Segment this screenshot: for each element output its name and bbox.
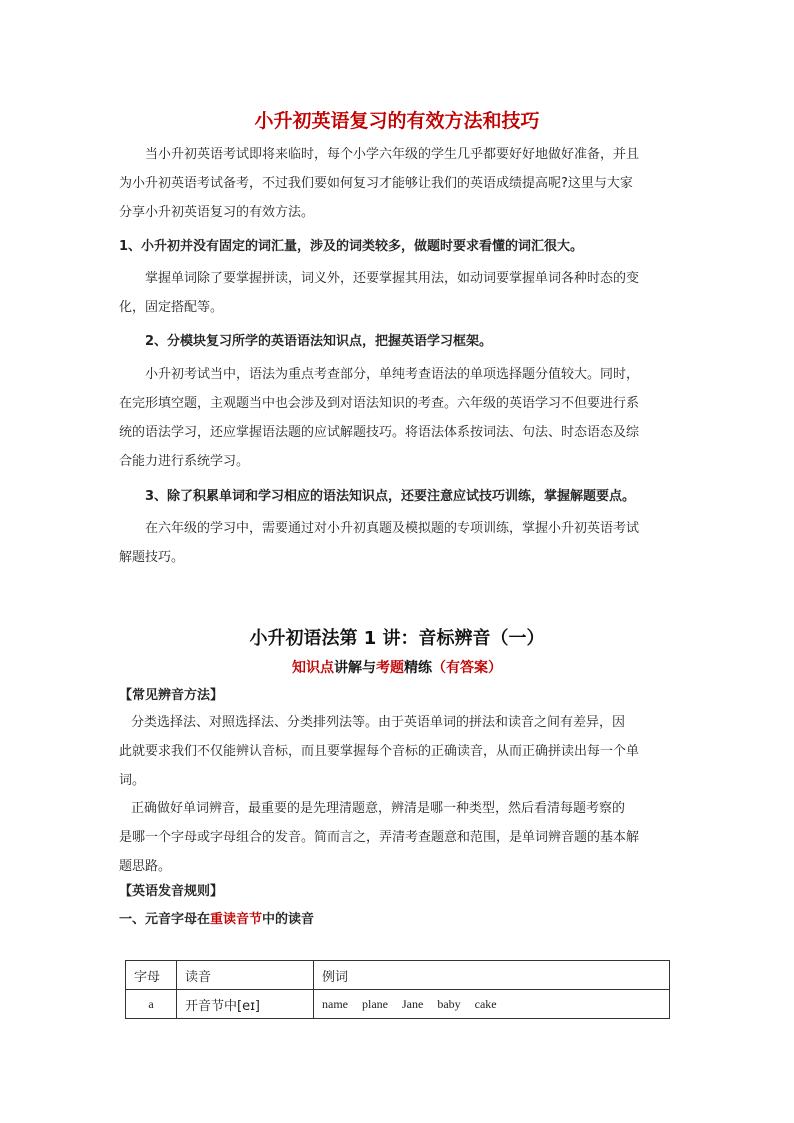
- point2-line: 统的语法学习，还应掌握语法题的应试解题技巧。将语法体系按词法、句法、时态语态及综: [119, 425, 640, 440]
- vowel-heading-part: 中的读音: [262, 912, 315, 927]
- table-cell-examples: [314, 990, 670, 1019]
- methods-line: 词。: [119, 773, 146, 788]
- subtitle-part: 考题: [376, 660, 404, 676]
- example-word: plane: [362, 996, 388, 1011]
- point3-line: 在六年级的学习中，需要通过对小升初真题及模拟题的专项训练，掌握小升初英语考试: [145, 521, 640, 536]
- section-methods-heading: 【常见辨音方法】: [119, 688, 224, 703]
- correct-line: 是哪一个字母或字母组合的发音。简而言之，弄清考查题意和范围，是单词辨音题的基本解: [119, 830, 640, 845]
- point1-paragraph: [119, 264, 679, 322]
- methods-paragraph: [119, 708, 679, 795]
- point2-line: 合能力进行系统学习。: [119, 454, 250, 469]
- example-word: name: [322, 996, 348, 1011]
- methods-line: 分类选择法、对照选择法、分类排列法等。由于英语单词的拼法和读音之间有差异，因: [131, 715, 626, 730]
- document-title: 小升初英语复习的有效方法和技巧: [254, 110, 540, 132]
- point3-line: 解题技巧。: [119, 550, 185, 565]
- vowel-table: [125, 960, 670, 1019]
- table-header-cell: 例词: [314, 961, 670, 990]
- point2-line: 小升初考试当中，语法为重点考查部分，单纯考查语法的单项选择题分值较大。同时，: [145, 367, 640, 382]
- intro-paragraph: [119, 140, 679, 227]
- correct-line: 正确做好单词辨音，最重要的是先理清题意，辨清是哪一种类型，然后看清每题考察的: [131, 801, 626, 816]
- point3-heading: 3、除了积累单词和学习相应的语法知识点，还要注意应试技巧训练，掌握解题要点。: [145, 489, 636, 504]
- methods-line: 此就要求我们不仅能辨认音标，而且要掌握每个音标的正确读音，从而正确拼读出每一个单: [119, 744, 640, 759]
- table-header-cell: 读音: [177, 961, 314, 990]
- subtitle-part: 讲解与: [334, 660, 376, 676]
- example-word: baby: [437, 996, 461, 1011]
- point1-heading: 1、小升初并没有固定的词汇量，涉及的词类较多，做题时要求看懂的词汇很大。: [119, 239, 584, 254]
- point2-paragraph: [119, 360, 679, 476]
- table-cell-sound: 开音节中[eɪ]: [177, 990, 314, 1019]
- subtitle-part: （有答案）: [432, 660, 502, 676]
- subtitle-part: 知识点: [292, 660, 334, 676]
- correct-paragraph: [119, 794, 679, 881]
- point2-heading: 2、分模块复习所学的英语语法知识点，把握英语学习框架。: [145, 334, 493, 349]
- point1-line: 化，固定搭配等。: [119, 300, 224, 315]
- lesson-title: 小升初语法第 1 讲：音标辨音（一）: [249, 628, 545, 649]
- example-word: cake: [474, 996, 497, 1011]
- point2-line: 在完形填空题，主观题当中也会涉及到对语法知识的考查。六年级的英语学习不但要进行系: [119, 396, 640, 411]
- intro-line: 当小升初英语考试即将来临时，每个小学六年级的学生几乎都要好好地做好准备，并且: [145, 147, 640, 162]
- table-row: [126, 990, 670, 1019]
- vowel-heading: [119, 908, 314, 932]
- table-header-cell: 字母: [126, 961, 177, 990]
- correct-line: 题思路。: [119, 859, 172, 874]
- vowel-heading-part: 一、元音字母在: [119, 912, 211, 927]
- subtitle-part: 精练: [404, 660, 432, 676]
- lesson-subtitle: [0, 657, 794, 677]
- table-header-row: [126, 961, 670, 990]
- example-word: Jane: [402, 996, 424, 1011]
- point3-paragraph: [119, 514, 679, 572]
- section-rules-heading: 【英语发音规则】: [119, 884, 224, 899]
- table-cell-letter: a: [126, 990, 177, 1019]
- intro-line: 为小升初英语考试备考，不过我们要如何复习才能够让我们的英语成绩提高呢?这里与大家: [119, 176, 633, 191]
- point1-line: 掌握单词除了要掌握拼读，词义外，还要掌握其用法，如动词要掌握单词各种时态的变: [145, 271, 640, 286]
- vowel-heading-part: 重读音节: [210, 912, 263, 927]
- intro-line: 分享小升初英语复习的有效方法。: [119, 205, 315, 220]
